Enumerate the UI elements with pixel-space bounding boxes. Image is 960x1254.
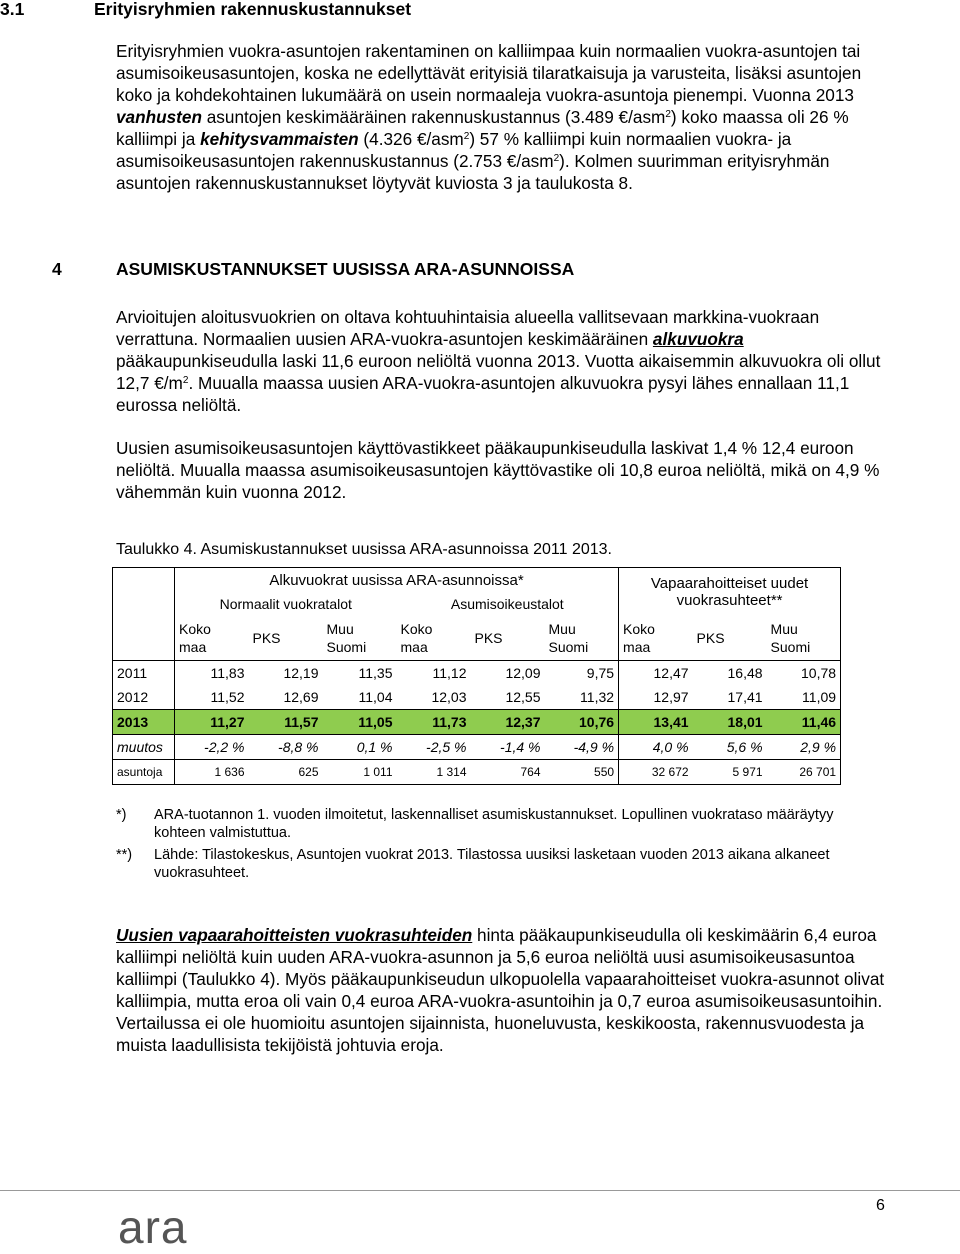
row-label: 2012 xyxy=(113,685,175,710)
cell: 4,0 % xyxy=(619,735,693,760)
cell: 11,04 xyxy=(358,689,393,705)
text: ) koko maassa oli 26 % kalliimpi ja xyxy=(116,107,849,149)
table-row-2013 xyxy=(113,710,841,735)
table-row-2011 xyxy=(113,661,841,686)
superscript: 2 xyxy=(665,109,671,120)
cell: -2,2 % xyxy=(175,735,249,760)
footnote-text: Lähde: Tilastokeskus, Asuntojen vuokrat 2013. Tilastossa uusiksi lasketaan vuoden 2013 aikana alkaneet vuokrasuhteet. xyxy=(154,847,830,881)
table-header-row-1 xyxy=(113,568,841,593)
cell: 1 636 xyxy=(175,760,249,785)
row-label: muutos xyxy=(113,735,175,760)
cell: 11,35 xyxy=(323,661,397,686)
text: ). Kolmen suurimman erityisryhmän asuntojen rakennuskustannukset löytyvät kuviosta 3 ja taulukosta 8. xyxy=(116,151,830,193)
row-label: 2013 xyxy=(113,710,175,735)
section-3-1-heading xyxy=(0,0,411,20)
table-row-asuntoja xyxy=(113,760,841,785)
cell: -1,4 % xyxy=(471,735,545,760)
cell: 764 xyxy=(471,760,545,785)
text: . Muualla maassa uusien ARA-vuokra-asuntojen alkuvuokra pysyi lähes ennallaan 11,1 eurossa neliöltä. xyxy=(116,373,850,415)
cell: -8,8 % xyxy=(249,735,323,760)
cell: 17,41 xyxy=(727,689,763,705)
cell: 10,78 xyxy=(767,661,841,686)
cell: 11,27 xyxy=(175,710,249,735)
text: ) 57 % kalliimpi kuin normaalien vuokra- ja asumisoikeusasuntojen rakennuskustannus (2.753 €/asm xyxy=(116,129,792,171)
cell: 11,05 xyxy=(323,710,397,735)
paragraph-vapaarahoitteiset xyxy=(116,924,886,1056)
cell: 32 672 xyxy=(619,760,693,785)
cell: 12,03 xyxy=(431,689,467,705)
paragraph-alkuvuokra xyxy=(116,306,886,416)
footnotes xyxy=(116,806,876,882)
section-number: 4 xyxy=(52,259,62,279)
cell: 11,83 xyxy=(175,661,249,686)
footnote-mark: **) xyxy=(116,847,133,863)
cell: 9,75 xyxy=(545,661,619,686)
text: pääkaupunkiseudulla laski 11,6 euroon neliöltä vuonna 2013. Vuotta aikaisemmin alkuvuokra oli ollut 12,7 €/m xyxy=(116,351,881,393)
col-header: Koko maa xyxy=(400,621,433,655)
cell: 11,57 xyxy=(249,710,323,735)
col-header: Muu Suomi xyxy=(548,621,589,655)
cell: 11,12 xyxy=(397,661,471,686)
footer-divider xyxy=(0,1190,960,1191)
emphasis-vanhusten: vanhusten xyxy=(116,107,202,127)
footnote xyxy=(116,846,876,882)
text: (4.326 €/asm xyxy=(358,129,464,149)
cell: 11,52 xyxy=(175,685,249,710)
page-number: 6 xyxy=(876,1197,885,1214)
superscript: 2 xyxy=(463,131,470,142)
text: Arvioitujen aloitusvuokrien on oltava kohtuuhintaisia alueella vallitsevaan markkina-vuokraan verrattuna. Normaalien uusien ARA-vuokra-asuntojen keskimääräinen xyxy=(116,307,820,349)
section-title: ASUMISKUSTANNUKSET UUSISSA ARA-ASUNNOISSA xyxy=(116,259,575,279)
cell: 11,32 xyxy=(580,689,615,705)
cell: 18,01 xyxy=(693,710,767,735)
text: hinta pääkaupunkiseudulla oli keskimäärin 6,4 euroa kalliimpi neliöltä kuin uuden ARA-vuokra-asunnon ja 5,6 euroa neliöltä uusi asumisoikeusasuntoa kalliimpi (Taulukko 4). Myös pääkaupunkiseudun ulkopuolella vapaarahoitteiset vuokra-asunnot olivat kalliimpia, mutta eroa oli vain 0,4 euroa ARA-vuokra-asuntoihin ja 0,7 euroa asumisoikeusasuntoihin. Vertailussa ei ole huomioitu asuntojen sijainnista, huoneluvusta, keskikoosta, rakennusvuodesta ja muista laadullisista tekijöistä johtuvia eroja. xyxy=(116,925,885,1055)
cell: -4,9 % xyxy=(545,735,619,760)
row-label: 2011 xyxy=(113,661,175,686)
col-header: Koko maa xyxy=(175,616,249,661)
cell: 16,48 xyxy=(693,661,767,686)
cell: -2,5 % xyxy=(397,735,471,760)
group-header-ara: Alkuvuokrat uusissa ARA-asunnoissa* xyxy=(175,568,619,593)
footnote-mark: *) xyxy=(116,807,127,823)
cell: 550 xyxy=(545,760,619,785)
emphasis-kehitysvammaisten: kehitysvammaisten xyxy=(200,129,359,149)
paragraph-kayttovastike xyxy=(116,437,886,503)
text: Uusien asumisoikeusasuntojen käyttövastikkeet pääkaupunkiseudulla laskivat 1,4 % 12,4 euroon neliöltä. Muualla maassa asumisoikeusasuntojen käyttövastike oli 10,8 euroa neliöltä, mikä on 4,9 % vähemmän kuin vuonna 2012. xyxy=(116,438,880,502)
col-header: Koko maa xyxy=(619,616,693,661)
col-header: PKS xyxy=(696,630,725,646)
footnote-text: ARA-tuotannon 1. vuoden ilmoitetut, laskennalliset asumiskustannukset. Lopullinen vuokrataso määräytyy kohteen valmistuttua. xyxy=(154,807,834,841)
cell: 2,9 % xyxy=(767,735,841,760)
cell: 1 011 xyxy=(323,760,397,785)
table-header-row-3 xyxy=(113,616,841,661)
footnote xyxy=(116,806,876,842)
cell: 12,55 xyxy=(505,689,541,705)
col-header: Muu Suomi xyxy=(326,621,367,655)
col-header: Muu Suomi xyxy=(767,616,841,661)
emphasis-vapaarahoitteiset: Uusien vapaarahoitteisten vuokrasuhteiden xyxy=(116,925,473,945)
costs-table xyxy=(112,567,841,785)
superscript: 2 xyxy=(182,375,189,386)
cell: 11,09 xyxy=(767,685,841,710)
cell: 11,73 xyxy=(397,710,471,735)
cell: 12,97 xyxy=(619,685,693,710)
cell: 13,41 xyxy=(619,710,693,735)
cell: 1 314 xyxy=(397,760,471,785)
emphasis-alkuvuokra: alkuvuokra xyxy=(652,329,744,349)
cell: 12,37 xyxy=(471,710,545,735)
cell: 5 971 xyxy=(693,760,767,785)
superscript: 2 xyxy=(553,153,560,164)
subheader-normaalit: Normaalit vuokratalot xyxy=(175,592,397,616)
group-header-vapaarahoitteiset: Vapaarahoitteiset uudet vuokrasuhteet** xyxy=(619,568,841,617)
paragraph-erityisryhmat xyxy=(116,40,886,194)
text: Erityisryhmien vuokra-asuntojen rakentaminen on kalliimpaa kuin normaalien vuokra-asuntojen tai asumisoikeusasuntojen, koska ne edellyttävät erityisiä tilaratkaisuja ja varusteita, lisäksi asuntojen koko ja kohdekohtainen lukumäärä on usein normaaleja vuokra-asuntoja pienempi. Vuonna 2013 xyxy=(116,41,862,105)
cell: 12,09 xyxy=(471,661,545,686)
subheader-asumisoikeus: Asumisoikeustalot xyxy=(450,596,564,612)
cell: 0,1 % xyxy=(323,735,397,760)
col-header: PKS xyxy=(252,630,281,646)
table-caption: Taulukko 4. Asumiskustannukset uusissa ARA-asunnoissa 2011 2013. xyxy=(116,541,612,558)
cell: 11,46 xyxy=(767,710,841,735)
cell: 12,69 xyxy=(283,689,319,705)
table-row-2012 xyxy=(113,685,841,710)
text: asuntojen keskimääräinen rakennuskustannus (3.489 €/asm xyxy=(201,107,666,127)
cell: 10,76 xyxy=(545,710,619,735)
section-4-heading xyxy=(52,258,574,280)
cell: 12,19 xyxy=(249,661,323,686)
section-number: 3.1 xyxy=(0,0,25,19)
cell: 5,6 % xyxy=(693,735,767,760)
ara-logo: ara xyxy=(118,1201,188,1253)
table-row-muutos xyxy=(113,735,841,760)
cell: 625 xyxy=(249,760,323,785)
section-title: Erityisryhmien rakennuskustannukset xyxy=(94,0,412,19)
cell: 12,47 xyxy=(619,661,693,686)
row-label: asuntoja xyxy=(113,760,175,785)
cell: 26 701 xyxy=(767,760,841,785)
col-header: PKS xyxy=(474,630,503,646)
